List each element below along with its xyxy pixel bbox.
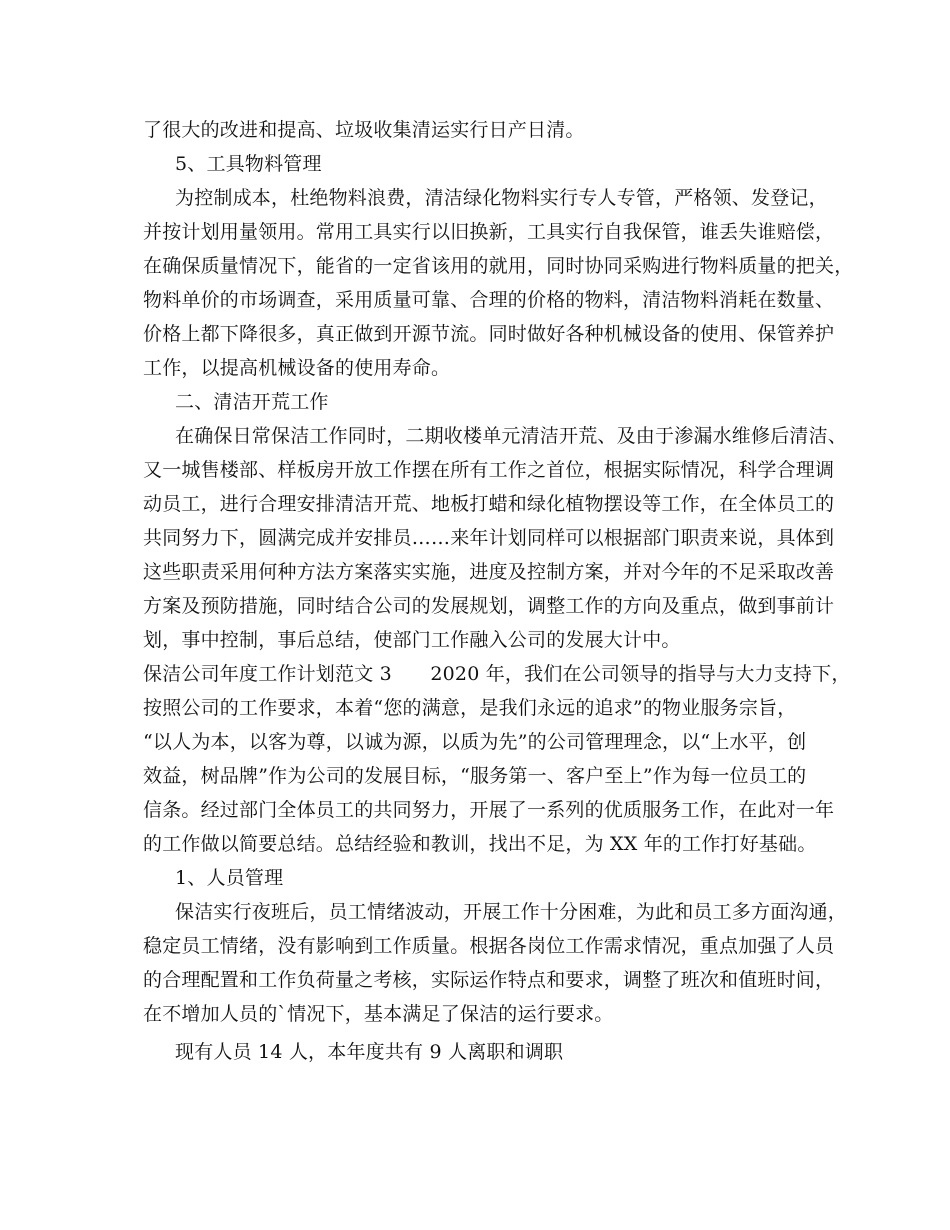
text-line: 的合理配置和工作负荷量之考核，实际运作特点和要求，调整了班次和值班时间，	[143, 969, 835, 991]
text-line: “以人为本，以客为尊，以诚为源，以质为先”的公司管理理念，以“上水平，创	[143, 731, 807, 753]
text-line: 工作，以提高机械设备的使用寿命。	[143, 357, 451, 379]
text-line: 效益，树品牌”作为公司的发展目标，“服务第一、客户至上”作为每一位员工的	[143, 765, 807, 787]
text-line: 信条。经过部门全体员工的共同努力，开展了一系列的优质服务工作，在此对一年	[143, 799, 835, 821]
text-line: 动员工，进行合理安排清洁开荒、地板打蜡和绿化植物摆设等工作，在全体员工的	[143, 493, 835, 515]
text-line: 在不增加人员的`情况下，基本满足了保洁的运行要求。	[143, 1003, 614, 1025]
text-line: 方案及预防措施，同时结合公司的发展规划，调整工作的方向及重点，做到事前计	[143, 595, 835, 617]
text-line: 价格上都下降很多，真正做到开源节流。同时做好各种机械设备的使用、保管养护	[143, 323, 835, 345]
text-line: 共同努力下，圆满完成并安排员……来年计划同样可以根据部门职责来说，具体到	[143, 527, 835, 549]
text-line: 现有人员 14 人，本年度共有 9 人离职和调职	[175, 1041, 564, 1063]
text-line: 在确保日常保洁工作同时，二期收楼单元清洁开荒、及由于渗漏水维修后清洁、	[175, 425, 848, 447]
text-line: 了很大的改进和提高、垃圾收集清运实行日产日清。	[143, 119, 585, 141]
text-line: 的工作做以简要总结。总结经验和教训，找出不足，为 XX 年的工作打好基础。	[143, 833, 817, 855]
text-line: 并按计划用量领用。常用工具实行以旧换新，工具实行自我保管，谁丢失谁赔偿，	[143, 221, 835, 243]
section-heading: 二、清洁开荒工作	[175, 391, 329, 413]
text-line: 划，事中控制，事后总结，使部门工作融入公司的发展大计中。	[143, 629, 681, 651]
text-line: 保洁公司年度工作计划范文 3 2020 年，我们在公司领导的指导与大力支持下，	[143, 663, 851, 685]
text-line: 保洁实行夜班后，员工情绪波动，开展工作十分困难，为此和员工多方面沟通，	[175, 901, 848, 923]
text-line: 为控制成本，杜绝物料浪费，清洁绿化物料实行专人专管，严格领、发登记，	[175, 187, 828, 209]
text-line: 按照公司的工作要求，本着“您的满意，是我们永远的追求”的物业服务宗旨，	[143, 697, 797, 719]
text-line: 又一城售楼部、样板房开放工作摆在所有工作之首位，根据实际情况，科学合理调	[143, 459, 835, 481]
section-heading: 5、工具物料管理	[175, 153, 322, 175]
text-line: 这些职责采用何种方法方案落实实施，进度及控制方案，并对今年的不足采取改善	[143, 561, 835, 583]
text-line: 稳定员工情绪，没有影响到工作质量。根据各岗位工作需求情况，重点加强了人员	[143, 935, 835, 957]
text-line: 物料单价的市场调查，采用质量可靠、合理的价格的物料，清洁物料消耗在数量、	[143, 289, 835, 311]
section-heading: 1、人员管理	[175, 867, 284, 889]
text-line: 在确保质量情况下，能省的一定省该用的就用，同时协同采购进行物料质量的把关，	[143, 255, 854, 277]
